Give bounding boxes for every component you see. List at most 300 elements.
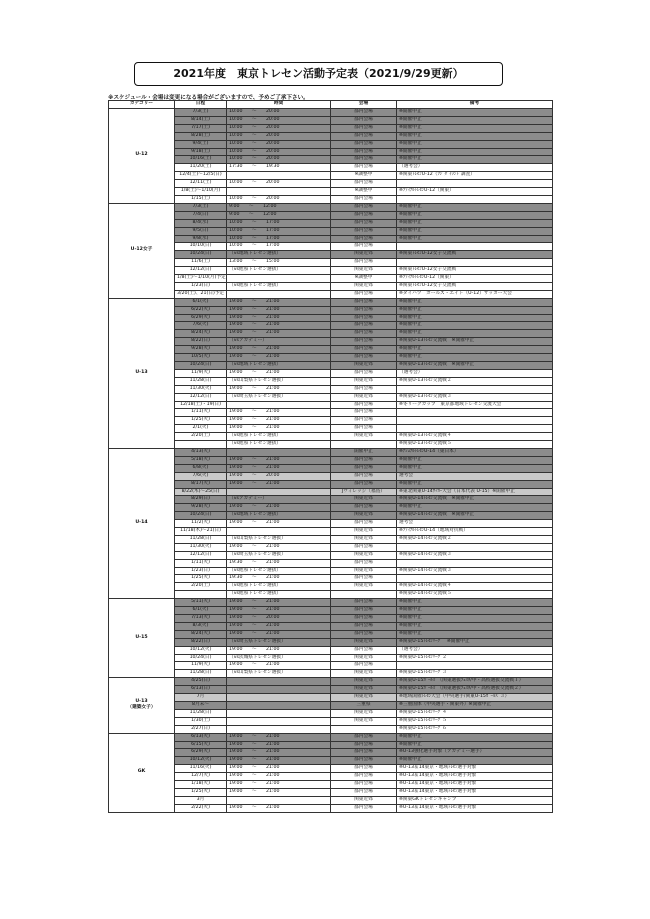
table-row	[109, 599, 553, 607]
remarks-cell	[397, 417, 553, 425]
venue-cell: 都内会場	[331, 749, 397, 757]
time-cell: 13:00 ～ 15:00	[227, 259, 331, 267]
remarks-cell: ※U-13＆14東京・地域ﾄﾚｾﾝ選手対象	[397, 781, 553, 789]
date-cell: 1/8(土)～1/10(月)予定	[175, 275, 227, 283]
time-cell: 19:00 ～ 21:00	[227, 646, 331, 654]
remarks-cell: ※関東ﾄﾚｾﾝU-12（ﾌｼﾞﾀﾞｲﾗﾝﾄﾞ調査）	[397, 172, 553, 180]
remarks-cell: ※関東U-15ﾄﾚｾﾝﾘｰｸﾞ５	[397, 717, 553, 725]
time-cell: 19:00 ～ 20:00	[227, 615, 331, 623]
date-cell: 12/4(土)～12/5(日)	[175, 172, 227, 180]
remarks-cell: ※関東U-15ﾄﾚｾﾝﾘｰｸﾞ ※開催中止	[397, 638, 553, 646]
time-cell: 19:00 ～ 21:00	[227, 804, 331, 812]
venue-cell: 都内会場	[331, 401, 397, 409]
date-cell: 10/5(火)	[175, 354, 227, 362]
venue-cell: 都内会場	[331, 314, 397, 322]
remarks-cell: ※ﾌｧｲﾅﾙﾄﾚｾﾝU-14（地域対抗戦）	[397, 528, 553, 536]
date-cell: 11/9(火)	[175, 369, 227, 377]
venue-cell: ※調整中	[331, 188, 397, 196]
date-cell: 8/22(日)	[175, 338, 227, 346]
date-cell: 9/8(水)	[175, 235, 227, 243]
time-cell: 17:30 ～ 19:30	[227, 164, 331, 172]
date-cell: 12/12(日)	[175, 393, 227, 401]
remarks-cell: ※開催中止	[397, 354, 553, 362]
venue-cell: 都内会場	[331, 116, 397, 124]
date-cell: 8/4(水)	[175, 219, 227, 227]
venue-cell: 都内会場	[331, 804, 397, 812]
remarks-cell: ※開催中止	[397, 733, 553, 741]
date-cell: 7/4(日)	[175, 211, 227, 219]
date-cell: 6/1(火)	[175, 298, 227, 306]
time-cell: 19:00 ～ 21:00	[227, 306, 331, 314]
remarks-cell	[397, 425, 553, 433]
venue-cell: 都内会場	[331, 662, 397, 670]
time-cell: 10:00 ～ 20:00	[227, 116, 331, 124]
table-row	[109, 290, 553, 298]
venue-cell: 関東近郊	[331, 796, 397, 804]
date-cell	[175, 441, 227, 449]
remarks-cell: ※開催中止	[397, 156, 553, 164]
time-cell: 19:00 ～ 21:00	[227, 298, 331, 306]
venue-cell: 都内会場	[331, 156, 397, 164]
venue-cell: 都内会場	[331, 346, 397, 354]
remarks-cell: ※ﾌｧｲﾅﾙﾄﾚｾﾝU-12（関東）	[397, 188, 553, 196]
table-row	[109, 148, 553, 156]
date-cell: 1/30(土)	[175, 717, 227, 725]
remarks-cell: ※開催中止	[397, 322, 553, 330]
remarks-cell: ※開催中止	[397, 757, 553, 765]
table-row	[109, 267, 553, 275]
table-row	[109, 124, 553, 132]
date-cell: 7/17(土)	[175, 124, 227, 132]
remarks-cell: ※関東U-14ﾄﾚｾﾝ交流戦２	[397, 535, 553, 543]
remarks-cell: ※開催中止	[397, 219, 553, 227]
table-row	[109, 377, 553, 385]
venue-cell: 都内会場	[331, 543, 397, 551]
time-cell: 19:00 ～ 21:00	[227, 369, 331, 377]
venue-cell: 都内会場	[331, 765, 397, 773]
venue-cell: 都内会場	[331, 227, 397, 235]
date-cell: 2/27(日)	[175, 725, 227, 733]
remarks-cell: ※関東U-15ﾄﾚｾﾝﾘｰｸﾞ４	[397, 709, 553, 717]
date-cell: 10/24(日)	[175, 362, 227, 370]
date-cell: 8/28(土)	[175, 132, 227, 140]
time-cell: 19:00 ～ 21:00	[227, 607, 331, 615]
venue-cell: 関東近郊	[331, 433, 397, 441]
time-cell: 10:00 ～ 20:00	[227, 132, 331, 140]
date-cell: 11/30(火)	[175, 385, 227, 393]
remarks-cell	[397, 662, 553, 670]
table-row	[109, 725, 553, 733]
category-cell: GK	[109, 733, 175, 812]
remarks-cell: ※開催中止	[397, 109, 553, 117]
date-cell: 9/28(火)	[175, 346, 227, 354]
remarks-cell: ※ダイハツ ガールズ・エイト（U-12）サッカー大会	[397, 290, 553, 298]
remarks-cell: ※開催中止	[397, 504, 553, 512]
time-cell: （vs他県トレセン選抜）	[227, 282, 331, 290]
table-row	[109, 188, 553, 196]
table-row	[109, 132, 553, 140]
date-cell: 6/29(火)	[175, 749, 227, 757]
time-cell: 19:00 ～ 21:00	[227, 765, 331, 773]
table-row	[109, 203, 553, 211]
remarks-cell	[397, 195, 553, 203]
table-row	[109, 551, 553, 559]
table-row	[109, 567, 553, 575]
time-cell: （vsアカデミー）	[227, 496, 331, 504]
table-row	[109, 180, 553, 188]
table-row	[109, 630, 553, 638]
time-cell: （vs他県トレセン選抜）	[227, 583, 331, 591]
remarks-cell: ※関東U-15ﾄﾚｾﾝﾘｰｸﾞ６	[397, 725, 553, 733]
venue-cell	[331, 591, 397, 599]
table-row	[109, 369, 553, 377]
table-row	[109, 243, 553, 251]
category-cell: U-13	[109, 298, 175, 448]
time-cell: 10:00 ～ 17:00	[227, 227, 331, 235]
date-cell: 9/18(土)	[175, 148, 227, 156]
venue-cell: 都内会場	[331, 235, 397, 243]
header-date: 日程	[175, 101, 227, 109]
table-row	[109, 298, 553, 306]
time-cell: 19:00 ～ 21:00	[227, 757, 331, 765]
time-cell: （vs他県トレセン選抜）	[227, 433, 331, 441]
table-row	[109, 109, 553, 117]
table-row	[109, 773, 553, 781]
time-cell: 19:00 ～ 21:00	[227, 520, 331, 528]
table-row	[109, 686, 553, 694]
venue-cell: 関東近郊	[331, 686, 397, 694]
venue-cell: 都内会場	[331, 615, 397, 623]
date-cell: 7/6(火)	[175, 322, 227, 330]
date-cell: 1/18(火)	[175, 781, 227, 789]
table-row	[109, 275, 553, 283]
table-row	[109, 496, 553, 504]
venue-cell: 都内会場	[331, 520, 397, 528]
remarks-cell: ※開催中止	[397, 148, 553, 156]
date-cell: 6/29(火)	[175, 314, 227, 322]
date-cell: 10/10(日)	[175, 243, 227, 251]
table-row	[109, 796, 553, 804]
date-cell: 10/24(日)	[175, 251, 227, 259]
venue-cell: 都内会場	[331, 646, 397, 654]
venue-cell: 関東近郊	[331, 282, 397, 290]
date-cell: 1/25(火)	[175, 417, 227, 425]
venue-cell: 関東近郊	[331, 583, 397, 591]
date-cell: 4/25(日)	[175, 678, 227, 686]
table-row	[109, 788, 553, 796]
date-cell: 1/25(火)	[175, 575, 227, 583]
date-cell: 8/17(火)	[175, 480, 227, 488]
time-cell	[227, 448, 331, 456]
date-cell: 7/6(火)	[175, 472, 227, 480]
venue-cell: 都内会場	[331, 338, 397, 346]
category-cell: U-14	[109, 448, 175, 598]
venue-cell: 都内会場	[331, 322, 397, 330]
table-row	[109, 781, 553, 789]
time-cell: 19:00 ～ 21:00	[227, 456, 331, 464]
table-row	[109, 646, 553, 654]
time-cell: 19:00 ～ 21:00	[227, 322, 331, 330]
date-cell: 6/13(火)	[175, 733, 227, 741]
table-row	[109, 116, 553, 124]
date-cell: 11/28(日)	[175, 535, 227, 543]
table-row	[109, 638, 553, 646]
venue-cell: 都内会場	[331, 773, 397, 781]
date-cell: 1/11(火)	[175, 409, 227, 417]
venue-cell: 都内会場	[331, 164, 397, 172]
remarks-cell: ※開催中止	[397, 298, 553, 306]
date-cell: 12/7(火)	[175, 773, 227, 781]
venue-cell: 関東近郊	[331, 654, 397, 662]
remarks-cell: ※ﾅｼｮﾅﾙﾄﾚｾﾝU-14（東日本）	[397, 448, 553, 456]
remarks-cell: ※開催中止	[397, 330, 553, 338]
table-row	[109, 195, 553, 203]
table-row	[109, 528, 553, 536]
venue-cell: 都内会場	[331, 306, 397, 314]
table-row	[109, 615, 553, 623]
remarks-cell: ※開催中止	[397, 227, 553, 235]
table-row	[109, 235, 553, 243]
remarks-cell: ※開催中止	[397, 124, 553, 132]
time-cell: 10:00 ～ 20:00	[227, 156, 331, 164]
time-cell: 19:00 ～ 21:00	[227, 599, 331, 607]
remarks-cell: （選考会）	[397, 164, 553, 172]
table-row	[109, 433, 553, 441]
date-cell	[175, 591, 227, 599]
table-row	[109, 156, 553, 164]
table-header-row	[109, 101, 553, 109]
venue-cell: 都内会場	[331, 788, 397, 796]
date-cell: 2/1(火)	[175, 425, 227, 433]
time-cell	[227, 796, 331, 804]
date-cell: 11/9(火)	[175, 662, 227, 670]
date-cell: 7月	[175, 694, 227, 702]
venue-cell: 関東近郊	[331, 551, 397, 559]
date-cell: 6/13(日)	[175, 686, 227, 694]
table-row	[109, 607, 553, 615]
time-cell: （vs地域トレセン選抜）	[227, 251, 331, 259]
table-row	[109, 701, 553, 709]
table-row	[109, 472, 553, 480]
time-cell	[227, 188, 331, 196]
table-row	[109, 535, 553, 543]
remarks-cell: ※関東ﾄﾚｾﾝU-12女子交流戦	[397, 251, 553, 259]
venue-cell: 都内会場	[331, 148, 397, 156]
date-cell: 6/22(火)	[175, 306, 227, 314]
time-cell: 19:00 ～ 21:00	[227, 330, 331, 338]
date-cell: 9/5(日)	[175, 227, 227, 235]
remarks-cell	[397, 243, 553, 251]
time-cell: 19:00 ～ 21:00	[227, 409, 331, 417]
time-cell: （vs山梨県トレセン選抜）	[227, 535, 331, 543]
remarks-cell: ※地域開催ﾄﾚｾﾝ大会（中央選手/関東U-15ｶﾞｰﾙｽﾞ３）	[397, 694, 553, 702]
venue-cell: 都内会場	[331, 456, 397, 464]
date-cell: 10/24(日)	[175, 512, 227, 520]
date-cell: 1/25(火)	[175, 788, 227, 796]
remarks-cell: ※U-13＆14東京・地域ﾄﾚｾﾝ選手対象	[397, 788, 553, 796]
date-cell: 6/1(火)	[175, 607, 227, 615]
venue-cell: 関東近郊	[331, 251, 397, 259]
time-cell	[227, 275, 331, 283]
venue-cell: 都内会場	[331, 781, 397, 789]
table-row	[109, 765, 553, 773]
table-row	[109, 401, 553, 409]
remarks-cell: ※関東U-13ﾄﾚｾﾝ交流戦２	[397, 377, 553, 385]
table-row	[109, 227, 553, 235]
remarks-cell: ※関東ﾄﾚｾﾝU-12女子交流戦	[397, 282, 553, 290]
time-cell: 19:00 ～ 21:00	[227, 788, 331, 796]
remarks-cell: ※U-13＆14東京・地域ﾄﾚｾﾝ選手対象	[397, 804, 553, 812]
venue-cell: 都内会場	[331, 219, 397, 227]
venue-cell: 関東近郊	[331, 567, 397, 575]
table-row	[109, 757, 553, 765]
date-cell: 8/24(火)	[175, 330, 227, 338]
remarks-cell: ※開催中止	[397, 630, 553, 638]
remarks-cell: ※開催中止	[397, 480, 553, 488]
document-title: 2021年度 東京トレセン活動予定表（2021/9/29更新）	[134, 62, 503, 86]
table-row	[109, 251, 553, 259]
table-row	[109, 709, 553, 717]
date-cell: 1/8(土)～1/10(月)	[175, 188, 227, 196]
venue-cell: 関東近郊	[331, 709, 397, 717]
time-cell: （vs他県トレセン選抜）	[227, 591, 331, 599]
remarks-cell: ※関東U-14ﾄﾚｾﾝ交流戦５	[397, 591, 553, 599]
venue-cell: 都内会場	[331, 472, 397, 480]
venue-cell: 都内会場	[331, 243, 397, 251]
remarks-cell: ※関東GKトレセンキャンプ	[397, 796, 553, 804]
time-cell: （vs埼玉県トレセン選抜）	[227, 638, 331, 646]
remarks-cell: ※ﾌｧｲﾅﾙﾄﾚｾﾝU-12（関東）	[397, 275, 553, 283]
remarks-cell: ※開催中止	[397, 346, 553, 354]
time-cell: 10:00 ～ 20:00	[227, 195, 331, 203]
table-row	[109, 480, 553, 488]
time-cell: 10:00 ～ 20:00	[227, 148, 331, 156]
time-cell	[227, 717, 331, 725]
venue-cell: 都内会場	[331, 298, 397, 306]
venue-cell: ※調整中	[331, 275, 397, 283]
remarks-cell: ※開催中止	[397, 211, 553, 219]
time-cell: 19:00 ～ 21:00	[227, 480, 331, 488]
venue-cell: 都内会場	[331, 385, 397, 393]
remarks-cell: ※開催中止	[397, 615, 553, 623]
venue-cell: 関東近郊	[331, 512, 397, 520]
remarks-cell: ※関東U-13ﾄﾚｾﾝ交流戦５	[397, 441, 553, 449]
date-cell: 2/20(土)	[175, 433, 227, 441]
time-cell: 19:00 ～ 21:00	[227, 346, 331, 354]
table-row	[109, 543, 553, 551]
remarks-cell: ※開催中止	[397, 132, 553, 140]
table-row	[109, 417, 553, 425]
table-row	[109, 385, 553, 393]
venue-cell: 関東近郊	[331, 694, 397, 702]
remarks-cell: ※東北関東U-14ｻｯｶｰ大会（日本代表 U-15）※開催中止	[397, 488, 553, 496]
date-cell: 8/14(土)	[175, 116, 227, 124]
schedule-table	[108, 100, 553, 813]
venue-cell: 都内会場	[331, 211, 397, 219]
table-row	[109, 741, 553, 749]
date-cell: 11/2(火)	[175, 520, 227, 528]
venue-cell: 都内会場	[331, 741, 397, 749]
time-cell: 19:00 ～ 21:00	[227, 781, 331, 789]
time-cell: 19:00 ～ 21:00	[227, 733, 331, 741]
venue-cell: 都内会場	[331, 140, 397, 148]
remarks-cell: ※開催中止	[397, 203, 553, 211]
table-row	[109, 425, 553, 433]
table-row	[109, 211, 553, 219]
date-cell: 7/13(火)	[175, 615, 227, 623]
table-row	[109, 306, 553, 314]
venue-cell: 都内会場	[331, 330, 397, 338]
venue-cell: 関東近郊	[331, 717, 397, 725]
venue-cell: 都内会場	[331, 425, 397, 433]
venue-cell: 関東近郊	[331, 535, 397, 543]
table-row	[109, 330, 553, 338]
venue-cell: 都内会場	[331, 559, 397, 567]
remarks-cell: ※関東U-13ﾄﾚｾﾝ交流戦 ※開催中止	[397, 338, 553, 346]
remarks-cell: ※開催中止	[397, 235, 553, 243]
time-cell: （vs他県トレセン選抜）	[227, 567, 331, 575]
table-row	[109, 354, 553, 362]
time-cell: 19:00 ～ 21:00	[227, 354, 331, 362]
table-row	[109, 172, 553, 180]
table-row	[109, 346, 553, 354]
table-row	[109, 622, 553, 630]
time-cell: （vs埼玉県トレセン選抜）	[227, 393, 331, 401]
date-cell: 1/23(日)	[175, 282, 227, 290]
time-cell	[227, 709, 331, 717]
date-cell: 1/11(火)	[175, 559, 227, 567]
remarks-cell: ※関東U-14ﾄﾚｾﾝ交流戦３	[397, 567, 553, 575]
time-cell: 19:00 ～ 21:00	[227, 662, 331, 670]
time-cell: （vs他県トレセン選抜）	[227, 267, 331, 275]
remarks-cell: （選考会）	[397, 646, 553, 654]
remarks-cell: ※関東ﾄﾚｾﾝU-12女子交流戦	[397, 267, 553, 275]
table-row	[109, 259, 553, 267]
date-cell: 8/22(日)	[175, 638, 227, 646]
date-cell: 11/30(火)	[175, 543, 227, 551]
time-cell: （vs茨城県トレセン選抜）	[227, 654, 331, 662]
date-cell: 10/12(火)	[175, 646, 227, 654]
date-cell: 11/16(火)	[175, 765, 227, 773]
remarks-cell	[397, 385, 553, 393]
table-row	[109, 678, 553, 686]
remarks-cell: ※開催中止	[397, 306, 553, 314]
venue-cell: 関東近郊	[331, 638, 397, 646]
remarks-cell: 選考会	[397, 520, 553, 528]
venue-cell: 都内会場	[331, 464, 397, 472]
table-row	[109, 504, 553, 512]
time-cell: 10:00 ～ 17:00	[227, 219, 331, 227]
remarks-cell: 選考会	[397, 472, 553, 480]
date-cell: 6/8(火)	[175, 464, 227, 472]
venue-cell: 都内会場	[331, 733, 397, 741]
table-row	[109, 520, 553, 528]
remarks-cell: ※開催中止	[397, 140, 553, 148]
time-cell	[227, 686, 331, 694]
date-cell: 2/22(火)	[175, 804, 227, 812]
time-cell	[227, 528, 331, 536]
remarks-cell: ※開催中止	[397, 622, 553, 630]
remarks-cell: ※開催中止	[397, 456, 553, 464]
time-cell: 10:00 ～ 17:00	[227, 243, 331, 251]
time-cell: 9:00 ～ 12:00	[227, 203, 331, 211]
time-cell: （vs他県トレセン選抜）	[227, 441, 331, 449]
venue-cell: 都内会場	[331, 259, 397, 267]
time-cell: （vsアカデミー）	[227, 338, 331, 346]
venue-cell: 関東近郊	[331, 528, 397, 536]
table-row	[109, 448, 553, 456]
table-row	[109, 512, 553, 520]
